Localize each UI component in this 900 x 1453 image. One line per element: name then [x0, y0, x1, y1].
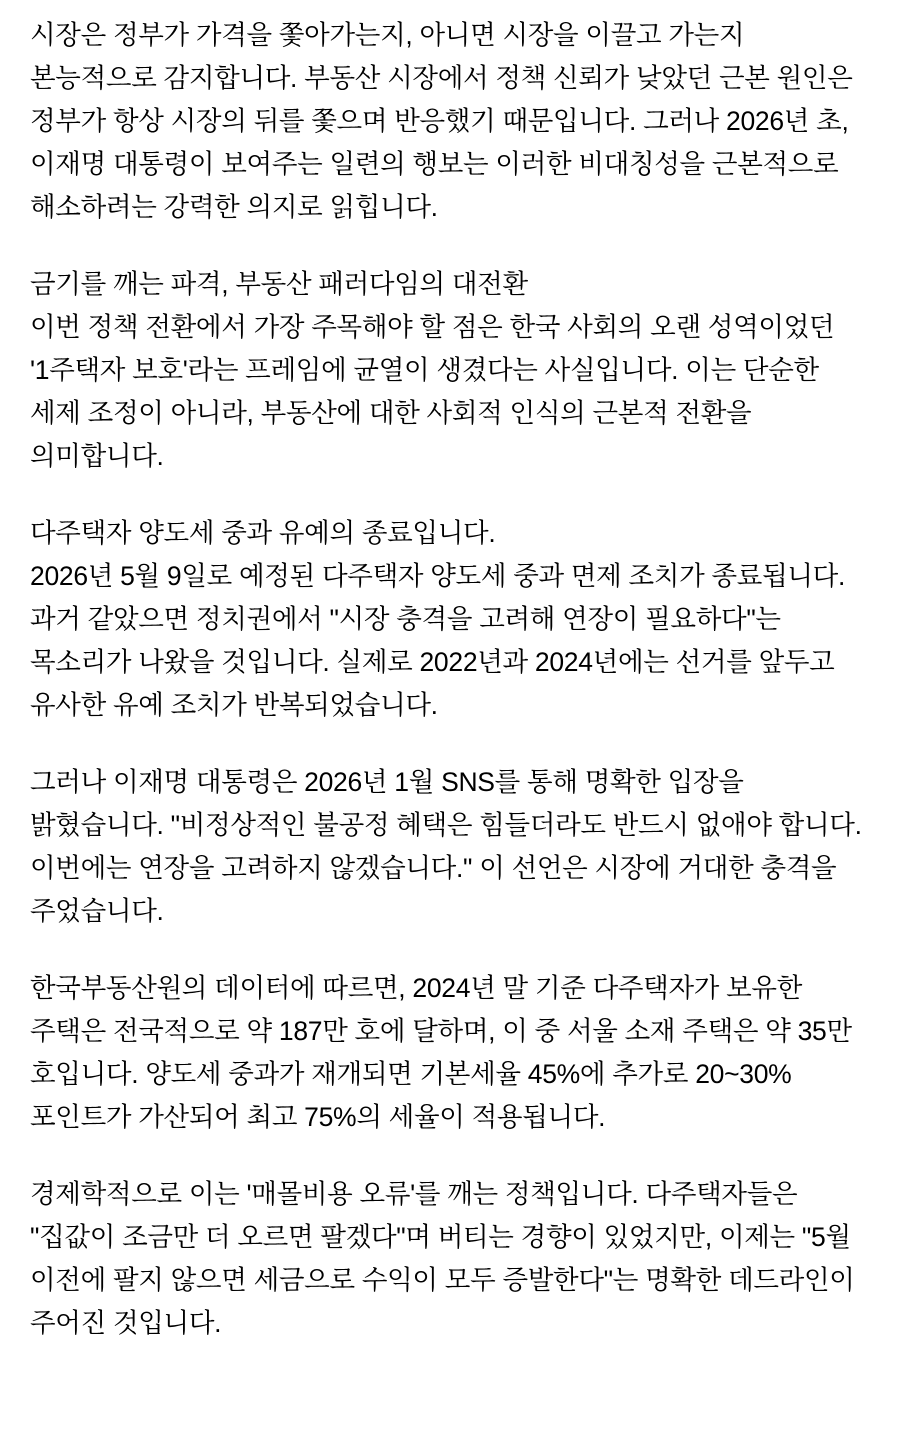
paragraph-sunk-cost: 경제학적으로 이는 '매몰비용 오류'를 깨는 정책입니다. 다주택자들은 "집값이 조금만 더 오르면 팔겠다"며 버티는 경향이 있었지만, 이제는 "5월 이전에 팔지 않으면 세금으로 수익이 모두 증발한다"는 명확한 데드라인이 주어진 것입니다.: [30, 1179, 862, 1338]
paragraph-statistics: 한국부동산원의 데이터에 따르면, 2024년 말 기준 다주택자가 보유한 주택은 전국적으로 약 187만 호에 달하며, 이 중 서울 소재 주택은 약 35만 호입니다. 양도세 중과가 재개되면 기본세율 45%에 추가로 20~30%포인트가 가산되어 최고 75%의 세율이 적용됩니다.: [30, 973, 859, 1132]
paragraph-sns-statement: 그러나 이재명 대통령은 2026년 1월 SNS를 통해 명확한 입장을 밝혔습니다. "비정상적인 불공정 혜택은 힘들더라도 반드시 없애야 합니다. 이번에는 연장을 고려하지 않겠습니다." 이 선언은 시장에 거대한 충격을 주었습니다.: [30, 767, 869, 926]
paragraph-intro: 시장은 정부가 가격을 쫓아가는지, 아니면 시장을 이끌고 가는지 본능적으로 감지합니다. 부동산 시장에서 정책 신뢰가 낮았던 근본 원인은 정부가 항상 시장의 뒤를 쫓으며 반응했기 때문입니다. 그러나 2026년 초, 이재명 대통령이 보여주는 일련의 행보는 이러한 비대칭성을 근본적으로 해소하려는 강력한 의지로 읽힙니다.: [30, 20, 860, 222]
section-heading-paradigm: 금기를 깨는 파격, 부동산 패러다임의 대전환: [30, 269, 528, 299]
paragraph-transfer-tax-body: 2026년 5월 9일로 예정된 다주택자 양도세 중과 면제 조치가 종료됩니다. 과거 같았으면 정치권에서 "시장 충격을 고려해 연장이 필요하다"는 목소리가 나왔을 것입니다. 실제로 2022년과 2024년에는 선거를 앞두고 유사한 유예 조치가 반복되었습니다.: [30, 561, 853, 720]
paragraph-paradigm-body: 이번 정책 전환에서 가장 주목해야 할 점은 한국 사회의 오랜 성역이었던 '1주택자 보호'라는 프레임에 균열이 생겼다는 사실입니다. 이는 단순한 세제 조정이 아니라, 부동산에 대한 사회적 인식의 근본적 전환을 의미합니다.: [30, 312, 842, 471]
section-heading-transfer-tax: 다주택자 양도세 중과 유예의 종료입니다.: [30, 518, 496, 548]
